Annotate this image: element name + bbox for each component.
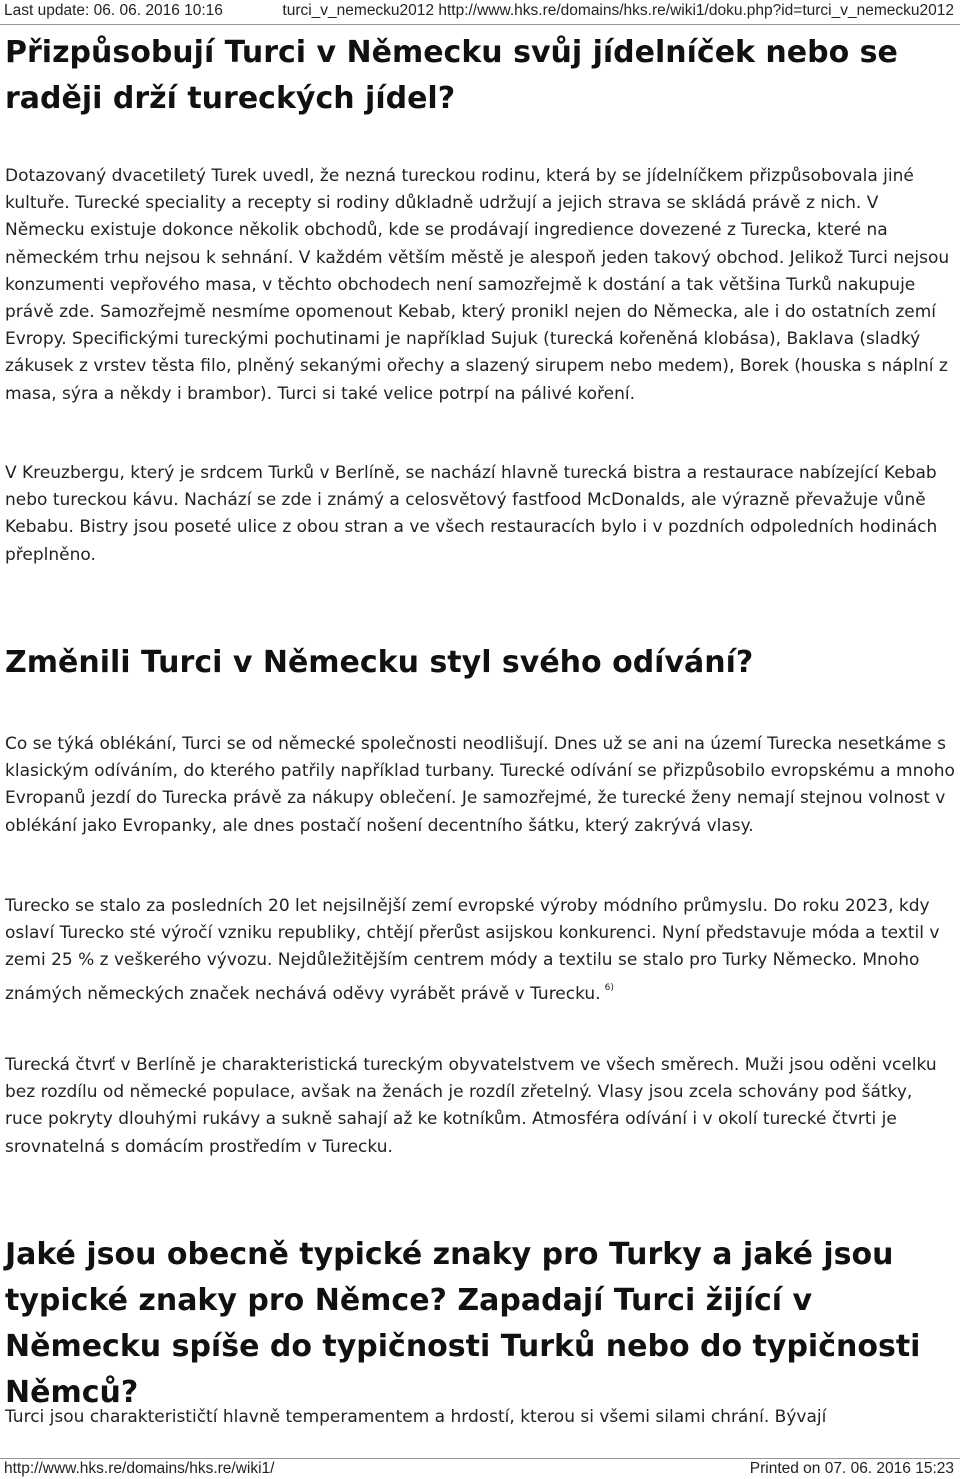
- section-heading-food: Přizpůsobují Turci v Německu svůj jídelníček nebo se raději drží tureckých jídel?: [5, 35, 898, 116]
- paragraph-clothing-1: Co se týká oblékání, Turci se od německé společnosti neodlišují. Dnes už se ani na území Turecka nesetkáme s klasickým odíváním, do kterého patřily například turbany. Turecké odívání se přizpůsobilo evropskému a mnoho Evropanů jezdí do Turecka právě za nákupy oblečení. Je samozřejmé, že turecké ženy nemají stejnou volnost v oblékání jako Evropanky, ale dnes postačí nošení decentního šátku, který zakrývá vlasy.: [5, 734, 955, 836]
- paragraph-clothing-2: [5, 893, 955, 1008]
- paragraph-clothing-3: Turecká čtvrť v Berlíně je charakteristická tureckým obyvatelstvem ve všech směrech. Muži jsou oděni vcelku bez rozdílu od německé populace, avšak na ženách je rozdíl zřetelný. Vlasy jsou zcela schovány pod šátky, ruce pokryty dlouhými rukávy a sukně sahají až ke kotníkům. Atmosféra odívání i v okolí turecké čtvrti je srovnatelná s domácím prostředím v Turecku.: [5, 1055, 937, 1157]
- printed-date: Printed on 07. 06. 2016 15:23: [749, 1460, 954, 1477]
- page-id-link[interactable]: turci_v_nemecku2012 http://www.hks.re/domains/hks.re/wiki1/doku.php?id=turci_v_nemecku2012: [282, 2, 954, 19]
- paragraph-characteristics-1: Turci jsou charakterističtí hlavně temperamentem a hrdostí, kterou si všemi silami chrání. Bývají: [5, 1407, 827, 1427]
- page-header: [0, 0, 960, 25]
- footnote-link[interactable]: 6): [604, 982, 614, 993]
- footer-url[interactable]: http://www.hks.re/domains/hks.re/wiki1/: [4, 1460, 275, 1477]
- paragraph-food-1: Dotazovaný dvacetiletý Turek uvedl, že nezná tureckou rodinu, která by se jídelníčkem přizpůsobovala jiné kultuře. Turecké speciality a recepty si rodiny důkladně udržují a jejich strava se skládá právě z nich. V Německu existuje dokonce několik obchodů, kde se prodávají ingredience dovezené z Turecka, které na německém trhu nejsou k sehnání. V každém větším městě je alespoň jeden takový obchod. Jelikož Turci nejsou konzumenti vepřového masa, v těchto obchodech není samozřejmě k dostání a tak většina Turků nakupuje právě zde. Samozřejmě nesmíme opomenout Kebab, který pronikl nejen do Německa, ale i do ostatních zemí Evropy. Specifickými tureckými pochutinami je například Sujuk (turecká kořeněná klobása), Baklava (sladký zákusek z vrstev těsta filo, plněný sekanými ořechy a slazený sirupem nebo medem), Borek (houska s náplní z masa, sýra a někdy i brambor). Turci si také velice potrpí na pálivé koření.: [5, 166, 950, 404]
- paragraph-food-2: V Kreuzbergu, který je srdcem Turků v Berlíně, se nachází hlavně turecká bistra a restaurace nabízející Kebab nebo tureckou kávu. Nachází se zde i známý a celosvětový fastfood McDonalds, ale výrazně převažuje vůně Kebabu. Bistry jsou poseté ulice z obou stran a ve všech restauracích bylo i v pozdních odpoledních hodinách přeplněno.: [5, 463, 938, 565]
- section-heading-characteristics: Jaké jsou obecně typické znaky pro Turky a jaké jsou typické znaky pro Němce? Zapadají Turci žijící v Německu spíše do typičnosti Turků nebo do typičnosti Němců?: [5, 1237, 921, 1410]
- section-heading-clothing: Změnili Turci v Německu styl svého odívání?: [5, 645, 754, 680]
- paragraph-clothing-2-text: Turecko se stalo za posledních 20 let nejsilnější zemí evropské výroby módního průmyslu. Do roku 2023, kdy oslaví Turecko sté výročí vzniku republiky, chtějí přerůst asijskou konkurenci. Nyní představuje móda a textil v zemi 25 % z veškerého vývozu. Nejdůležitějším centrem módy a textilu se stalo pro Turky Německo. Mnoho známých německých značek nechává oděvy vyrábět právě v Turecku.: [5, 896, 940, 1004]
- last-update: Last update: 06. 06. 2016 10:16: [4, 2, 223, 19]
- page-footer: [0, 1458, 960, 1479]
